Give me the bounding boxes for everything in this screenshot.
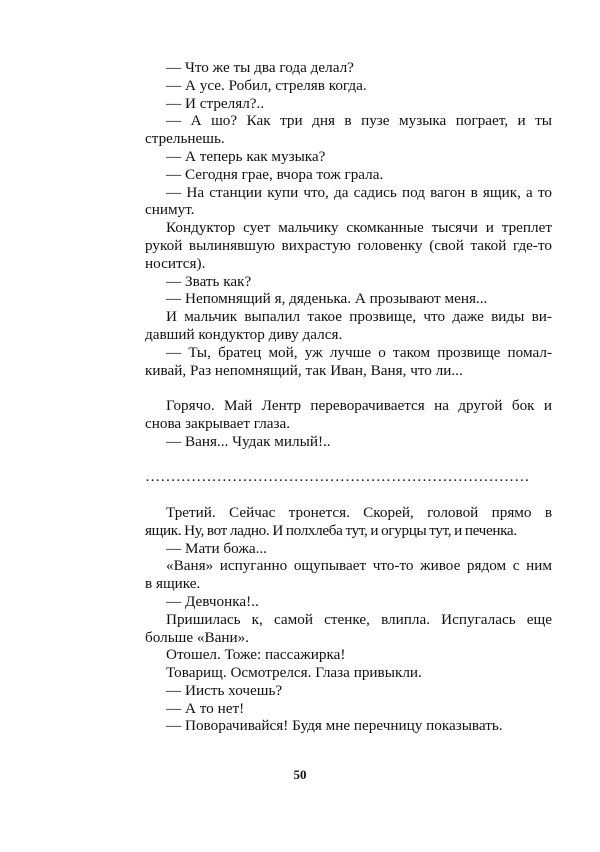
page-text [145, 59, 552, 735]
text-line: — И стрелял?.. [166, 94, 265, 112]
text-line: стрельнешь. [145, 130, 225, 148]
text-line: давший кондуктор диву дался. [145, 325, 343, 343]
text-line: — А теперь как музыка? [166, 147, 326, 165]
text-line: Товарищ. Осмотрелся. Глаза привыкли. [166, 664, 422, 682]
text-line: — Звать как? [166, 272, 252, 290]
text-line: — Ваня... Чудак милый!.. [166, 432, 331, 450]
text-line: Кондуктор сует мальчику скомканные тысячи и треплет [166, 219, 552, 237]
text-line: носится). [145, 254, 206, 272]
text-line: — А то нет! [166, 699, 245, 717]
text-line: — Сегодня грае, вчора тож грала. [166, 165, 384, 183]
text-line: — Поворачивайся! Будя мне перечницу показывать. [166, 717, 503, 735]
text-line: — А усе. Робил, стреляв когда. [166, 76, 367, 94]
text-line: И мальчик выпалил такое прозвище, что даже виды ви- [166, 308, 552, 326]
text-line: — Что же ты два года делал? [166, 59, 354, 76]
text-line: — Иисть хочешь? [166, 681, 283, 699]
paragraph-gap [145, 379, 552, 397]
text-line: — Мати божа... [166, 539, 267, 557]
text-line: кивай, Раз непомнящий, так Иван, Ваня, что ли... [145, 361, 463, 379]
text-line: — Девчонка!.. [166, 592, 259, 610]
scene-break-dots: ………………………………………………………………… [145, 468, 530, 486]
paragraph-gap [145, 486, 552, 504]
text-line: Отошел. Тоже: пассажирка! [166, 646, 346, 664]
text-line: ящик. Ну, вот ладно. И полхлеба тут, и огурцы тут, и печенка. [145, 521, 517, 539]
text-line: Пришилась к, самой стенке, влипла. Испугалась еще [166, 610, 552, 628]
text-line: в ящике. [145, 575, 201, 593]
text-line: — Непомнящий я, дяденька. А прозывают меня... [166, 290, 488, 308]
page-number: 50 [293, 767, 307, 782]
text-line: — А шо? Как три дня в пузе музыка пограет, и ты [166, 112, 552, 130]
text-line: снимут. [145, 201, 195, 219]
paragraph-gap [145, 451, 552, 469]
text-line: «Ваня» испуганно ощупывает что-то живое рядом с ним [166, 557, 552, 575]
text-line: Горячо. Май Лентр переворачивается на другой бок и [166, 397, 552, 415]
text-line: рукой вылинявшую вихрастую головенку (свой такой где-то [145, 236, 552, 254]
text-line: — На станции купи что, да садись под вагон в ящик, а то [166, 183, 552, 201]
text-line: Третий. Сейчас тронется. Скорей, головой прямо в [166, 503, 552, 521]
text-line: больше «Вани». [145, 628, 249, 646]
text-line: снова закрывает глаза. [145, 414, 291, 432]
text-line: — Ты, братец мой, уж лучше о таком прозвище помал- [166, 343, 552, 361]
